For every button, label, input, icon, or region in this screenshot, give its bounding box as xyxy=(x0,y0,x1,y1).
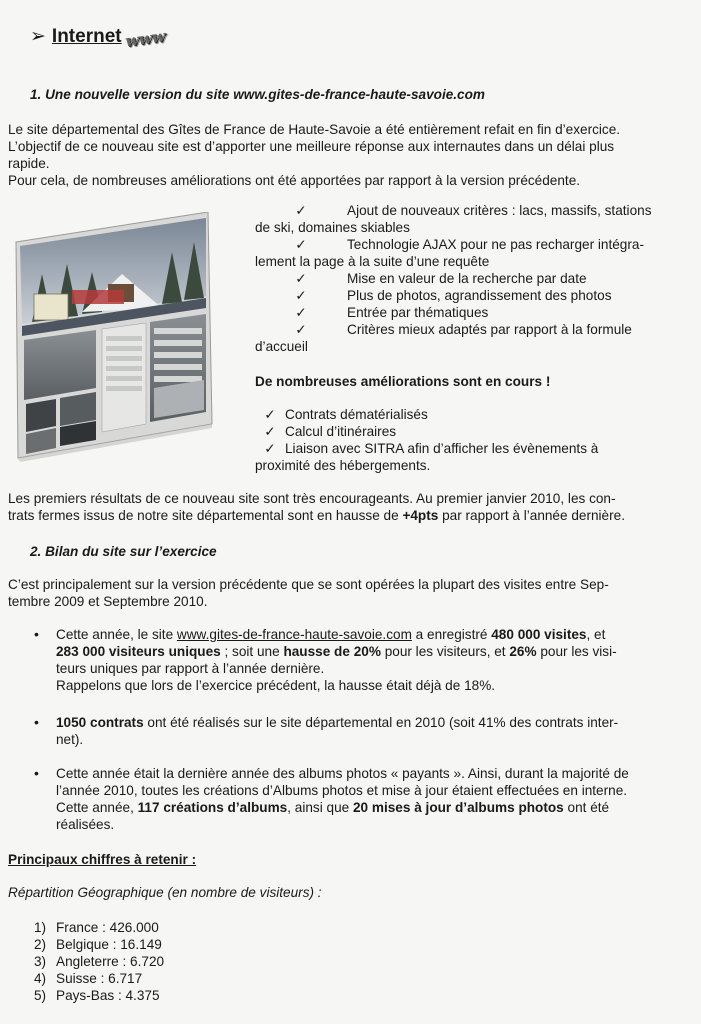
section2-title: 2. Bilan du site sur l’exercice xyxy=(30,544,217,559)
section1-title: 1. Une nouvelle version du site www.gites-de-france-haute-savoie.com xyxy=(30,87,486,102)
heading-title: Internet xyxy=(51,26,122,47)
list-item: ✓ Ajout de nouveaux critères : lacs, massifs, stations xyxy=(255,202,678,219)
list-item: • Cette année était la dernière année des albums photos « payants ». Ainsi, durant la majorité de l’année 2010, toutes les créations d’Albums photos et mise à jour étaient effectuées en interne. Cette année, 117 créations d’albums, ainsi que 20 mises à jour d’albums photos ont été réalisées. xyxy=(34,765,629,832)
list-item: 3) Angleterre : 6.720 xyxy=(34,954,165,969)
www-logo: www xyxy=(124,26,166,51)
intro-line: Le site départemental des Gîtes de France de Haute-Savoie a été entièrement refait en fin d’exercice. xyxy=(8,122,621,137)
site-link[interactable]: www.gites-de-france-haute-savoie.com xyxy=(176,627,412,642)
improvements-list xyxy=(255,202,678,355)
list-item: ✓ Plus de photos, agrandissement des photos xyxy=(255,287,678,304)
list-item: ✓ Mise en valeur de la recherche par date xyxy=(255,270,678,287)
list-item: ✓ Technologie AJAX pour ne pas recharger intégra- xyxy=(255,236,678,253)
check-icon: ✓ xyxy=(295,322,307,337)
list-item: ✓ Calcul d’itinéraires xyxy=(255,423,678,440)
list-item-cont: d’accueil xyxy=(255,339,308,354)
bullet-icon: • xyxy=(34,626,39,642)
geo-list xyxy=(34,919,164,1004)
list-item: ✓ Entrée par thématiques xyxy=(255,304,678,321)
list-item: 2) Belgique : 16.149 xyxy=(34,937,162,952)
key-figures-title: Principaux chiffres à retenir : xyxy=(8,852,197,867)
list-item: • Cette année, le site www.gites-de-france-haute-savoie.com a enregistré 480 000 visites, et 283 000 visiteurs uniques ; soit une hausse de 20% pour les visiteurs, et 26% pour les visi- teurs uniques par rapport à l’année dernière. Rappelons que lors de l’exercice précédent, la hausse était déjà de 18%. xyxy=(34,626,617,693)
list-item: ✓ Liaison avec SITRA afin d’afficher les évènements à xyxy=(255,440,678,457)
intro-line: L’objectif de ce nouveau site est d’apporter une meilleure réponse aux internautes dans un délai plus xyxy=(8,139,615,154)
check-icon: ✓ xyxy=(264,424,276,439)
section2-intro: C’est principalement sur la version précédente que se sont opérées la plupart des visites entre Sep- tembre 2009 et Septembre 2010. xyxy=(8,577,609,609)
list-item: 5) Pays-Bas : 4.375 xyxy=(34,988,160,1003)
in-progress-title: De nombreuses améliorations sont en cours ! xyxy=(255,374,551,389)
results-paragraph: Les premiers résultats de ce nouveau site sont très encourageants. Au premier janvier 2010, les con- trats fermes issus de notre site départemental sont en hausse de +4pts par rapport à l’année dernière. xyxy=(8,491,625,523)
list-item: 1) France : 426.000 xyxy=(34,920,159,935)
bullet-icon: • xyxy=(34,765,39,781)
section1-intro xyxy=(8,121,688,189)
check-icon: ✓ xyxy=(295,271,307,286)
section-heading xyxy=(30,26,166,51)
intro-line: Pour cela, de nombreuses améliorations ont été apportées par rapport à la version précédente. xyxy=(8,173,581,188)
list-item-cont: lement la page à la suite d’une requête xyxy=(255,254,490,269)
in-progress-list xyxy=(255,406,678,474)
list-item-cont: proximité des hébergements. xyxy=(255,458,431,473)
check-icon: ✓ xyxy=(295,237,307,252)
check-icon: ✓ xyxy=(264,441,276,456)
intro-line: rapide. xyxy=(8,156,50,171)
website-screenshot-image xyxy=(12,212,240,462)
check-icon: ✓ xyxy=(264,407,276,422)
check-icon: ✓ xyxy=(295,288,307,303)
list-item-cont: de ski, domaines skiables xyxy=(255,220,410,235)
bullet-icon: • xyxy=(34,714,39,730)
list-item: • 1050 contrats ont été réalisés sur le site départemental en 2010 (soit 41% des contrats inter- net). xyxy=(34,714,619,747)
key-figures-subtitle: Répartition Géographique (en nombre de visiteurs) : xyxy=(8,885,322,900)
check-icon: ✓ xyxy=(295,305,307,320)
list-item: ✓ Contrats dématérialisés xyxy=(255,406,678,423)
list-item: ✓ Critères mieux adaptés par rapport à la formule xyxy=(255,321,678,338)
check-icon: ✓ xyxy=(295,203,307,218)
list-item: 4) Suisse : 6.717 xyxy=(34,971,143,986)
arrow-bullet-icon: ➢ xyxy=(30,26,46,47)
